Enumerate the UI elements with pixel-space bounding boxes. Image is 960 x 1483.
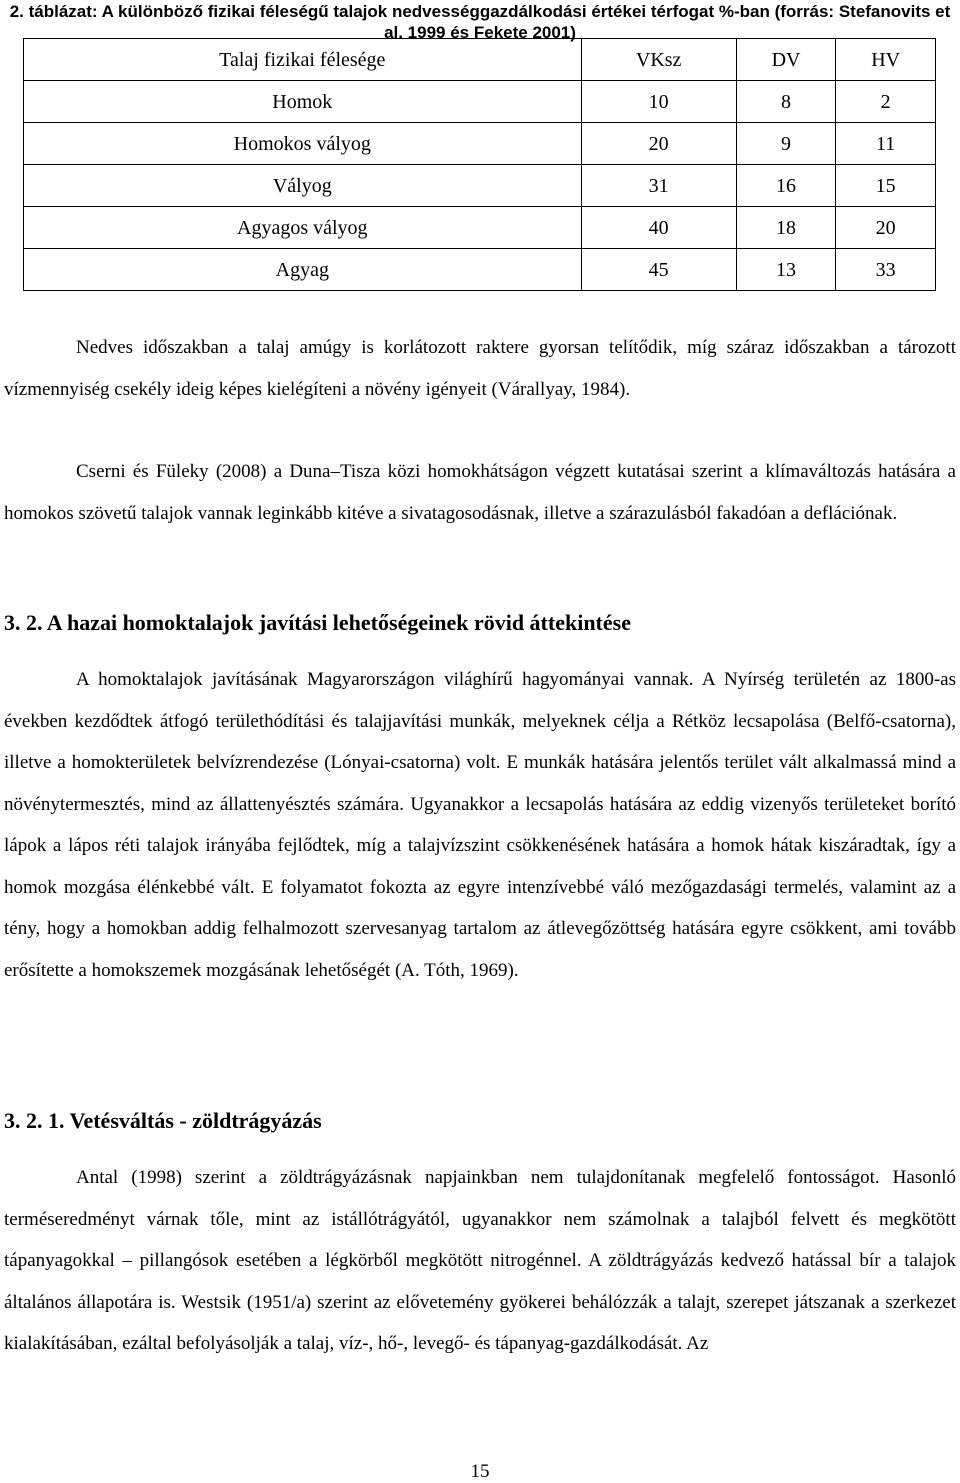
paragraph-sand-improvement-history [4, 659, 956, 991]
table-cell: 20 [836, 207, 936, 249]
page-number: 15 [470, 1461, 490, 1482]
table-cell: 11 [836, 123, 936, 165]
subsection-heading: 3. 2. 1. Vetésváltás - zöldtrágyázás [4, 1108, 322, 1133]
table-row [24, 165, 936, 207]
table-cell: Homok [24, 81, 582, 123]
header-cell: DV [736, 39, 836, 81]
table-cell: 18 [736, 207, 836, 249]
paragraph-text: Cserni és Füleky (2008) a Duna–Tisza közi homokhátságon végzett kutatásai szerint a klímaváltozás hatására a homokos szövetű talajok vannak leginkább kitéve a sivatagosodásnak, illetve a szárazulásból fakadóan a deflációnak. [4, 461, 956, 524]
table-header-row [24, 39, 936, 81]
table-cell: 8 [736, 81, 836, 123]
table-cell: Homokos vályog [24, 123, 582, 165]
paragraph-drying-periods [4, 327, 956, 410]
soil-water-table [23, 38, 936, 291]
section-heading: 3. 2. A hazai homoktalajok javítási lehetőségeinek rövid áttekintése [4, 610, 631, 635]
table-cell: 33 [836, 249, 936, 291]
table-row [24, 207, 936, 249]
header-cell: HV [836, 39, 936, 81]
header-cell: VKsz [581, 39, 736, 81]
table-cell: 45 [581, 249, 736, 291]
table-cell: Agyagos vályog [24, 207, 582, 249]
table-cell: 15 [836, 165, 936, 207]
header-cell: Talaj fizikai félesége [24, 39, 582, 81]
table-cell: 40 [581, 207, 736, 249]
table-cell: 20 [581, 123, 736, 165]
table-row [24, 123, 936, 165]
table-cell: 31 [581, 165, 736, 207]
table-cell: 16 [736, 165, 836, 207]
paragraph-green-manuring [4, 1157, 956, 1365]
table-cell: 10 [581, 81, 736, 123]
table-cell: 2 [836, 81, 936, 123]
paragraph-text: Antal (1998) szerint a zöldtrágyázásnak napjainkban nem tulajdonítanak megfelelő fontosságot. Hasonló terméseredményt várnak tőle, mint az istállótrágyától, ugyanakkor nem számolnak a talajból felvett és megkötött tápanyagokkal – pillangósok esetében a légkörből megkötött nitrogénnel. A zöldtrágyázás kedvező hatással bír a talajok általános állapotára is. Westsik (1951/a) szerint az elővetemény gyökerei behálózzák a talajt, szerepet játszanak a szerkezet kialakításában, ezáltal befolyásolják a talaj, víz-, hő-, levegő- és tápanyag-gazdálkodását. Az [4, 1167, 956, 1354]
paragraph-text: A homoktalajok javításának Magyarországon világhírű hagyományai vannak. A Nyírség területén az 1800-as években kezdődtek átfogó területhódítási és talajjavítási munkák, melyeknek célja a Rétköz lecsapolása (Belfő-csatorna), illetve a homokterületek belvízrendezése (Lónyai-csatorna) volt. E munkák hatására jelentős terület vált alkalmassá mind a növénytermesztés, mind az állattenyésztés számára. Ugyanakkor a lecsapolás hatására az eddig vizenyős területeket borító lápok a lápos réti talajok irányába fejlődtek, míg a talajvízszint csökkenésének hatására a homok hátak kiszáradtak, így a homok mozgása élénkebbé vált. E folyamatot fokozta az egyre intenzívebbé váló mezőgazdasági termelés, valamint az a tény, hogy a homokban addig felhalmozott szervesanyag tartalom az átlevegőzöttség hatására egyre csökkent, ami tovább erősítette a homokszemek mozgásának lehetőségét (A. Tóth, 1969). [4, 669, 956, 981]
table-cell: 9 [736, 123, 836, 165]
table-row [24, 81, 936, 123]
table-cell: Agyag [24, 249, 582, 291]
table-row [24, 249, 936, 291]
table-cell: Vályog [24, 165, 582, 207]
table-cell: 13 [736, 249, 836, 291]
table-caption: 2. táblázat: A különböző fizikai féleségű talajok nedvességgazdálkodási értékei térfogat %-ban (forrás: Stefanovits et al. 1999 és Fekete 2001) [9, 2, 951, 42]
paragraph-climate-change [4, 451, 956, 534]
paragraph-text: Nedves időszakban a talaj amúgy is korlátozott raktere gyorsan telítődik, míg száraz időszakban a tározott vízmennyiség csekély ideig képes kielégíteni a növény igényeit (Várallyay, 1984). [4, 337, 956, 400]
